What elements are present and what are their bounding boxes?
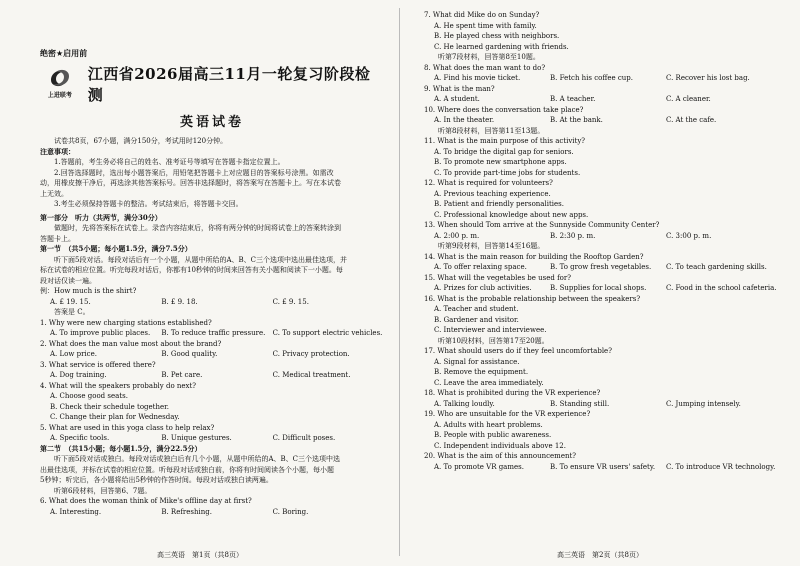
section-note: 听第9段材料，回答第14至16题。 <box>438 242 545 250</box>
question-20 <box>424 451 782 472</box>
option: B. A teacher. <box>550 95 596 103</box>
question-text: 5. What are used in this yoga class to help relax? <box>40 423 215 432</box>
option: C. Privacy protection. <box>272 350 350 358</box>
page-footer: 高三英语 第2页（共8页） <box>557 551 643 559</box>
question-6 <box>40 496 384 517</box>
section1-title: 第一节 （共5小题；每小题1.5分，满分7.5分） <box>40 244 192 253</box>
option: B. Remove the equipment. <box>434 368 529 376</box>
question-text: 13. When should Tom arrive at the Sunnyside Community Center? <box>424 221 660 229</box>
option: C. Boring. <box>272 507 309 516</box>
question-7 <box>424 10 782 52</box>
question-11 <box>424 136 782 178</box>
question-12 <box>424 178 782 220</box>
option: B. To grow fresh vegetables. <box>550 263 652 271</box>
option: A. He spent time with family. <box>434 21 537 30</box>
option: C. He learned gardening with friends. <box>434 42 569 51</box>
section2-intro: 听下面5段对话或独白。每段对话或独白后有几个小题，从题中所给的A、B、C三个选项中选 <box>54 455 341 463</box>
option: B. Patient and friendly personalities. <box>434 200 564 208</box>
exam-title: 江西省2026届高三11月一轮复习阶段检测 <box>87 65 371 104</box>
question-text: 14. What is the main reason for building the Rooftop Garden? <box>424 252 644 261</box>
question-options <box>424 283 782 294</box>
question-text: 10. Where does the conversation take place? <box>424 105 584 114</box>
question-text: 11. What is the main purpose of this activity? <box>424 137 586 145</box>
question-options <box>424 115 782 126</box>
option: A. To improve public places. <box>50 329 151 337</box>
option: A. Talking loudly. <box>434 399 495 408</box>
option: C. 3:00 p. m. <box>666 231 712 240</box>
notice-item: 3.考生必须保持答题卡的整洁。考试结束后，将答题卡交回。 <box>54 200 243 208</box>
notice-item: 上无效。 <box>40 189 68 198</box>
part1-intro: 做题时，先将答案标在试卷上。录音内容结束后，你将有两分钟的时间将试卷上的答案转涂到 <box>54 224 341 232</box>
option: A. Dog training. <box>50 371 107 379</box>
option: B. Gardener and visitor. <box>434 315 519 324</box>
option: A. Find his movie ticket. <box>434 74 521 82</box>
question-text: 19. Who are unsuitable for the VR experience? <box>424 410 591 418</box>
section2-note: 听第6段材料，回答第6、7题。 <box>54 486 152 495</box>
option: A. Previous teaching experience. <box>434 189 551 198</box>
page-footer: 高三英语 第1页（共8页） <box>157 551 243 559</box>
example-answer: 答案是 C。 <box>54 308 90 316</box>
option: A. A student. <box>434 95 480 103</box>
question-text: 4. What will the speakers probably do next? <box>40 381 197 390</box>
question-18 <box>424 388 782 409</box>
option: B. He played chess with neighbors. <box>434 32 560 40</box>
question-options <box>40 507 384 518</box>
logo <box>40 66 80 102</box>
section-note: 听第8段材料，回答第11至13题。 <box>438 126 545 135</box>
option: C. Food in the school cafeteria. <box>666 284 777 292</box>
option: A. To promote VR games. <box>434 462 524 471</box>
option: B. To promote new smartphone apps. <box>434 158 567 166</box>
option: A. Low price. <box>50 350 97 358</box>
option: B. Refreshing. <box>161 507 212 516</box>
question-options <box>40 433 384 444</box>
option: C. Jumping intensely. <box>666 399 741 408</box>
logo-text: 上进联考 <box>47 92 72 99</box>
question-text: 18. What is prohibited during the VR experience? <box>424 389 601 397</box>
question-3 <box>40 360 384 381</box>
exam-header <box>40 63 384 105</box>
question-options <box>424 94 782 105</box>
question-text: 1. Why were new charging stations established? <box>40 318 212 327</box>
option: A. In the theater. <box>434 116 495 124</box>
option: B. Check their schedule together. <box>50 402 169 411</box>
option: B. At the bank. <box>550 116 603 124</box>
question-options <box>424 73 782 84</box>
question-19 <box>424 409 782 451</box>
option: C. Interviewer and interviewee. <box>434 326 547 334</box>
question-options <box>40 349 384 360</box>
logo-icon <box>47 66 73 90</box>
option: C. Independent individuals above 12. <box>434 441 566 450</box>
section1-intro: 标在试卷的相应位置。听完每段对话后，你都有10秒钟的时间来回答有关小题和阅读下一小题。每 <box>40 266 343 274</box>
option: B. Fetch his coffee cup. <box>550 74 633 82</box>
option: C. To support electric vehicles. <box>272 329 383 337</box>
option: C. To teach gardening skills. <box>666 263 767 271</box>
option: C. At the cafe. <box>666 116 717 124</box>
question-text: 12. What is required for volunteers? <box>424 179 553 187</box>
notice-item: 2.回答选择题时，选出每小题答案后，用铅笔把答题卡上对应题目的答案标号涂黑。如需改 <box>54 168 334 177</box>
option: B. To reduce traffic pressure. <box>161 329 266 337</box>
section2-intro: 5秒钟；听完后，各小题将给出5秒钟的作答时间。每段对话或独白读两遍。 <box>40 476 273 484</box>
option: B. People with public awareness. <box>434 431 552 439</box>
subject-title: 英语试卷 <box>179 115 244 130</box>
question-options <box>424 262 782 273</box>
question-options <box>424 399 782 410</box>
option: A. Choose good seats. <box>50 392 128 400</box>
option: A. To bridge the digital gap for seniors. <box>434 147 574 156</box>
option: C. Change their plan for Wednesday. <box>50 413 180 421</box>
section2-intro: 出最佳选项，并标在试卷的相应位置。听每段对话或独白前，你将有时间阅读各个小题，每小题 <box>40 465 334 474</box>
section-note: 听第10段材料，回答第17至20题。 <box>438 336 549 345</box>
option: A. 2:00 p. m. <box>434 231 480 240</box>
option: C. A cleaner. <box>666 95 711 103</box>
question-8 <box>424 63 782 84</box>
question-4 <box>40 381 384 423</box>
question-text: 6. What does the woman think of Mike's offline day at first? <box>40 497 252 505</box>
option: C. Recover his lost bag. <box>666 74 750 82</box>
part1-title: 第一部分 听力（共两节，满分30分） <box>40 212 162 222</box>
option: C. To introduce VR technology. <box>666 462 776 471</box>
example-question: 例：How much is the shirt? <box>40 287 137 295</box>
question-options <box>40 328 384 339</box>
option: C. Leave the area immediately. <box>434 378 544 387</box>
option: B. Pet care. <box>161 371 203 379</box>
secret-label: 绝密★启用前 <box>40 49 88 58</box>
question-17 <box>424 346 782 388</box>
option: B. To ensure VR users' safety. <box>550 462 656 471</box>
question-text: 9. What is the man? <box>424 84 495 93</box>
option: C. Professional knowledge about new apps. <box>434 210 589 219</box>
option: B. 2:30 p. m. <box>550 231 596 240</box>
notice-title: 注意事项： <box>40 146 75 156</box>
question-16 <box>424 294 782 336</box>
question-1 <box>40 318 384 339</box>
option: B. Supplies for local shops. <box>550 284 647 292</box>
question-options <box>424 231 782 242</box>
option: B. £ 9. 18. <box>161 297 198 306</box>
notice-item: 1.答题前，考生务必将自己的姓名、准考证号等填写在答题卡指定位置上。 <box>54 158 285 166</box>
question-9 <box>424 84 782 105</box>
question-text: 15. What will the vegetables be used for? <box>424 273 571 282</box>
question-text: 2. What does the man value most about the brand? <box>40 339 222 348</box>
option: A. Prizes for club activities. <box>434 284 532 292</box>
option: C. Difficult poses. <box>272 434 336 442</box>
exam-info: 试卷共8页，67小题，满分150分，考试用时120分钟。 <box>54 137 228 145</box>
page-2 <box>400 0 800 566</box>
option: C. £ 9. 15. <box>272 297 309 306</box>
option: A. Adults with heart problems. <box>434 420 543 429</box>
question-2 <box>40 339 384 360</box>
part1-intro: 答题卡上。 <box>40 234 75 243</box>
option: A. Signal for assistance. <box>434 357 520 366</box>
section1-intro: 听下面5段对话。每段对话后有一个小题，从题中所给的A、B、C三个选项中选出最佳选项，并 <box>54 255 348 264</box>
option: C. Medical treatment. <box>272 371 351 379</box>
option: C. To provide part-time jobs for students. <box>434 168 581 177</box>
question-5 <box>40 423 384 444</box>
option: A. Interesting. <box>50 507 102 516</box>
question-text: 17. What should users do if they feel uncomfortable? <box>424 347 612 355</box>
option: B. Standing still. <box>550 399 610 408</box>
option: B. Unique gestures. <box>161 434 232 442</box>
question-text: 7. What did Mike do on Sunday? <box>424 11 540 19</box>
option: A. Teacher and student. <box>434 305 519 313</box>
section1-intro: 段对话仅读一遍。 <box>40 276 96 285</box>
question-15 <box>424 273 782 294</box>
option: A. £ 19. 15. <box>50 297 91 306</box>
notice-item: 动，用橡皮擦干净后，再选涂其他答案标号。回答非选择题时，将答案写在答题卡上。写在本试卷 <box>40 179 341 187</box>
question-13 <box>424 220 782 241</box>
option: A. Specific tools. <box>50 434 110 442</box>
option: B. Good quality. <box>161 350 218 358</box>
question-options <box>424 462 782 473</box>
question-text: 3. What service is offered there? <box>40 360 156 369</box>
question-14 <box>424 252 782 273</box>
question-text: 16. What is the probable relationship between the speakers? <box>424 294 641 303</box>
question-text: 8. What does the man want to do? <box>424 63 546 72</box>
question-text: 20. What is the aim of this announcement? <box>424 452 577 460</box>
question-options <box>40 370 384 381</box>
question-10 <box>424 105 782 126</box>
option: A. To offer relaxing space. <box>434 263 527 271</box>
section-note: 听第7段材料，回答第8至10题。 <box>438 53 540 61</box>
section2-title: 第二节 （共15小题；每小题1.5分，满分22.5分） <box>40 443 202 453</box>
example-options <box>40 297 384 308</box>
